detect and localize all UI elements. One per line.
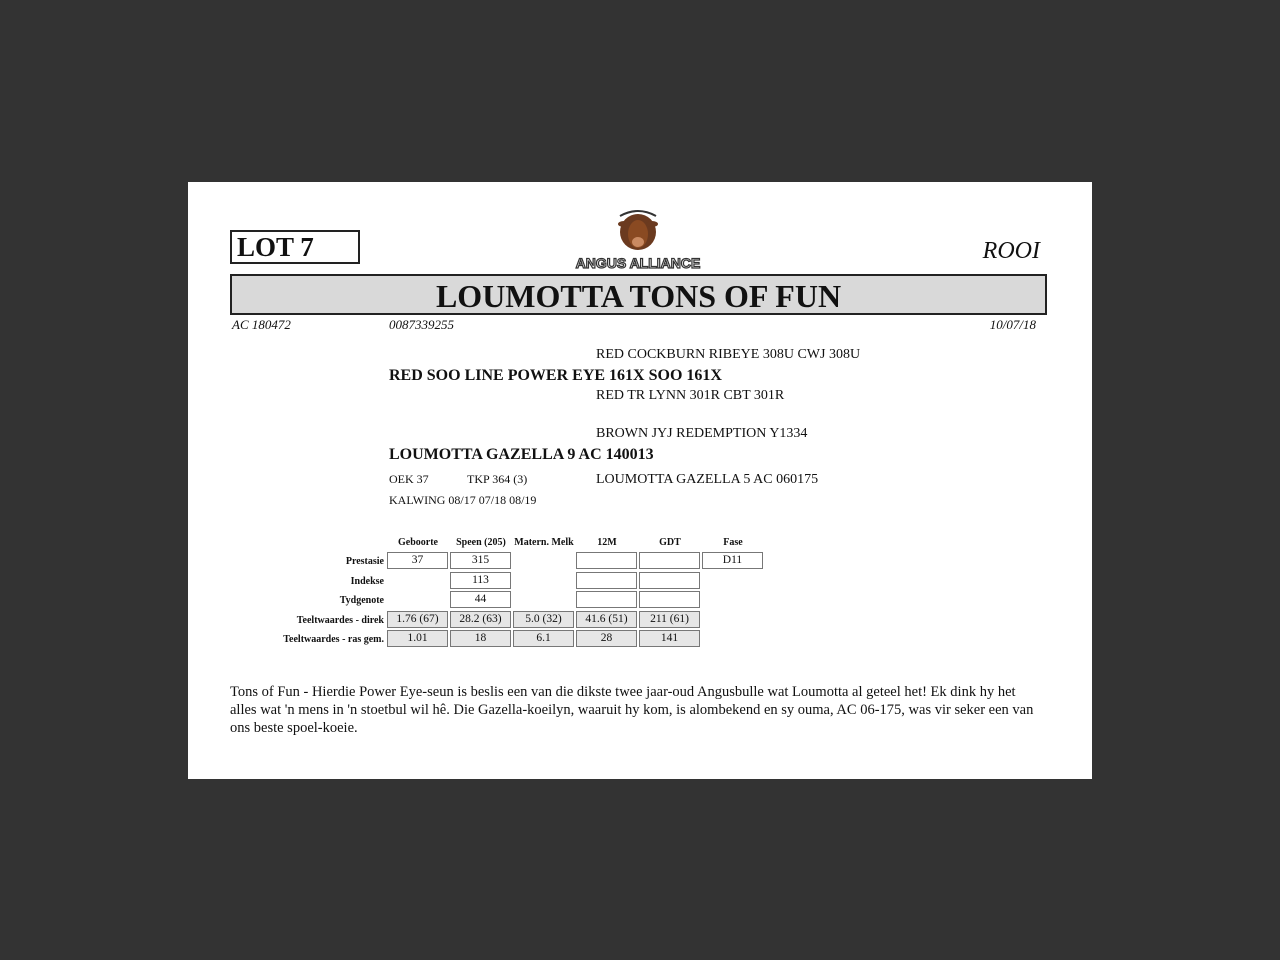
- header-matern-melk: Matern. Melk: [514, 537, 574, 548]
- cell-ras-gem-geboorte: 1.01: [387, 630, 448, 647]
- cell-ras-gem-12m: 28: [576, 630, 637, 647]
- sire: RED SOO LINE POWER EYE 161X SOO 161X: [389, 367, 722, 384]
- cell-tydgenote-speen: 44: [450, 591, 511, 608]
- animal-name: LOUMOTTA TONS OF FUN: [230, 274, 1047, 315]
- cell-direk-speen: 28.2 (63): [450, 611, 511, 628]
- cell-direk-12m: 41.6 (51): [576, 611, 637, 628]
- dam: LOUMOTTA GAZELLA 9 AC 140013: [389, 446, 654, 463]
- catalogue-page: [188, 182, 1092, 779]
- cell-indekse-12m: [576, 572, 637, 589]
- row-label-direk: Teeltwaardes - direk: [296, 615, 384, 626]
- row-label-ras-gem: Teeltwaardes - ras gem.: [283, 634, 384, 645]
- row-label-indekse: Indekse: [350, 576, 384, 587]
- cell-prestasie-speen: 315: [450, 552, 511, 569]
- cell-prestasie-fase: D11: [702, 552, 763, 569]
- cell-direk-geboorte: 1.76 (67): [387, 611, 448, 628]
- logo-text: ANGUS ALLIANCE: [575, 255, 701, 271]
- cell-prestasie-12m: [576, 552, 637, 569]
- tkp: TKP 364 (3): [467, 472, 528, 486]
- cell-tydgenote-gdt: [639, 591, 700, 608]
- ac-number: AC 180472: [232, 317, 291, 332]
- row-label-prestasie: Prestasie: [345, 556, 384, 567]
- lot-number: LOT 7: [230, 230, 360, 264]
- lot-description: Tons of Fun - Hierdie Power Eye-seun is beslis een van die dikste twee jaar-oud Angusbulle wat Loumotta al geteel het! Ek dink hy het alles wat 'n mens in 'n stoetbul wil hê. Die Gazella-koeilyn, waaruit hy kom, is alombekend en sy ouma, AC 06-175, was vir seker een van ons beste spoel-koeie.: [230, 684, 1034, 736]
- cell-indekse-speen: 113: [450, 572, 511, 589]
- cell-tydgenote-12m: [576, 591, 637, 608]
- header-fase: Fase: [723, 537, 743, 548]
- header-12m: 12M: [597, 537, 617, 548]
- dam-dam: LOUMOTTA GAZELLA 5 AC 060175: [596, 472, 819, 487]
- cell-indekse-gdt: [639, 572, 700, 589]
- header-speen: Speen (205): [456, 537, 506, 548]
- sire-dam: RED TR LYNN 301R CBT 301R: [596, 388, 785, 403]
- header-gdt: GDT: [659, 537, 681, 548]
- date: 10/07/18: [989, 317, 1036, 332]
- header-geboorte: Geboorte: [398, 537, 438, 548]
- cell-direk-matern-melk: 5.0 (32): [513, 611, 574, 628]
- cell-prestasie-geboorte: 37: [387, 552, 448, 569]
- row-label-tydgenote: Tydgenote: [339, 595, 384, 606]
- cell-direk-gdt: 211 (61): [639, 611, 700, 628]
- kalwing: KALWING 08/17 07/18 08/19: [389, 493, 537, 507]
- cell-ras-gem-gdt: 141: [639, 630, 700, 647]
- oek: OEK 37: [389, 472, 429, 486]
- dam-sire: BROWN JYJ REDEMPTION Y1334: [596, 426, 808, 441]
- angus-alliance-logo: [568, 206, 708, 272]
- cell-ras-gem-matern-melk: 6.1: [513, 630, 574, 647]
- colour-label: ROOI: [982, 238, 1040, 264]
- id-number: 0087339255: [389, 317, 454, 332]
- cell-prestasie-gdt: [639, 552, 700, 569]
- cell-ras-gem-speen: 18: [450, 630, 511, 647]
- sire-sire: RED COCKBURN RIBEYE 308U CWJ 308U: [596, 347, 861, 362]
